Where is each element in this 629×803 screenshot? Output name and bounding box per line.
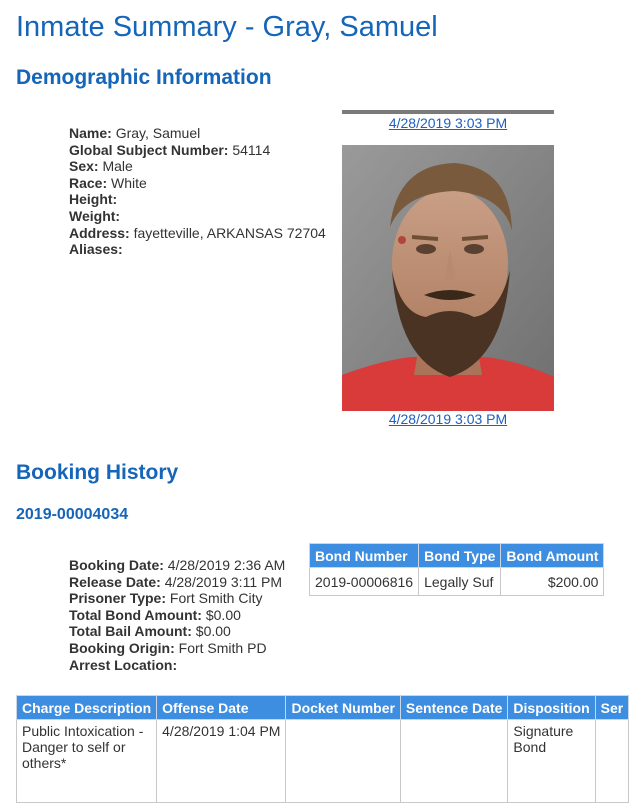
offense-date-cell: 4/28/2019 1:04 PM [157,720,286,803]
bond-number-header[interactable]: Bond Number [310,544,419,568]
charge-description-header[interactable]: Charge Description [17,696,157,720]
disposition-cell: Signature Bond [508,720,595,803]
total-bail-amount-value: $0.00 [195,623,231,640]
demographic-fields [69,125,326,258]
booking-origin-field: Booking Origin: Fort Smith PD [69,639,267,656]
aliases-field: Aliases: [69,241,123,258]
photo-date-link-top[interactable]: 4/28/2019 3:03 PM [388,115,508,131]
address-value: fayetteville, ARKANSAS 72704 [133,224,326,241]
photo-top-bar [342,110,554,114]
global-subject-number-value: 54114 [232,141,271,158]
race-field: Race: White [69,174,147,191]
offense-date-header[interactable]: Offense Date [157,696,286,720]
address-field: Address: fayetteville, ARKANSAS 72704 [69,224,326,241]
bond-number-cell: 2019-00006816 [310,568,419,596]
name-value: Gray, Samuel [115,125,201,141]
sentence-header-truncated[interactable]: Ser [595,696,629,720]
bond-table-header-row [310,544,604,568]
global-subject-number-field: Global Subject Number: 54114 [69,141,271,158]
docket-number-header[interactable]: Docket Number [286,696,400,720]
booking-origin-value: Fort Smith PD [178,639,267,656]
total-bail-amount-field: Total Bail Amount: $0.00 [69,623,231,640]
total-bond-amount-value: $0.00 [205,606,241,623]
sex-value: Male [102,158,133,175]
charge-description-cell: Public Intoxication - Danger to self or others* [17,720,157,803]
photo-date-link-bottom[interactable]: 4/28/2019 3:03 PM [388,411,508,427]
prisoner-type-value: Fort Smith City [169,590,263,607]
mugshot-image [342,145,554,411]
disposition-header[interactable]: Disposition [508,696,595,720]
sentence-date-cell [400,720,507,803]
table-row [17,720,629,803]
release-date-value: 4/28/2019 3:11 PM [164,573,282,590]
page-title: Inmate Summary - Gray, Samuel [16,11,438,43]
release-date-field: Release Date: 4/28/2019 3:11 PM [69,573,282,590]
sentence-date-header[interactable]: Sentence Date [400,696,507,720]
bond-type-cell: Legally Suf [419,568,501,596]
demographics-heading: Demographic Information [16,66,272,89]
charge-table-header-row [17,696,629,720]
prisoner-type-field: Prisoner Type: Fort Smith City [69,590,263,607]
charge-table [16,695,629,803]
bond-amount-header[interactable]: Bond Amount [501,544,604,568]
bond-table [309,543,604,596]
booking-fields [69,557,285,673]
bond-amount-cell: $200.00 [501,568,604,596]
height-field: Height: [69,191,118,208]
arrest-location-field: Arrest Location: [69,656,178,673]
sentence-cell [595,720,629,803]
booking-history-heading: Booking History [16,461,179,484]
bond-type-header[interactable]: Bond Type [419,544,501,568]
race-value: White [111,174,147,191]
booking-date-field: Booking Date: 4/28/2019 2:36 AM [69,557,286,573]
booking-date-value: 4/28/2019 2:36 AM [167,557,286,573]
total-bond-amount-field: Total Bond Amount: $0.00 [69,606,241,623]
table-row [310,568,604,596]
name-field: Name: Gray, Samuel [69,125,201,141]
booking-number-link[interactable]: 2019-00004034 [16,506,129,523]
docket-number-cell [286,720,400,803]
weight-field: Weight: [69,207,121,224]
mugshot-photo[interactable] [342,145,554,411]
sex-field: Sex: Male [69,158,133,175]
